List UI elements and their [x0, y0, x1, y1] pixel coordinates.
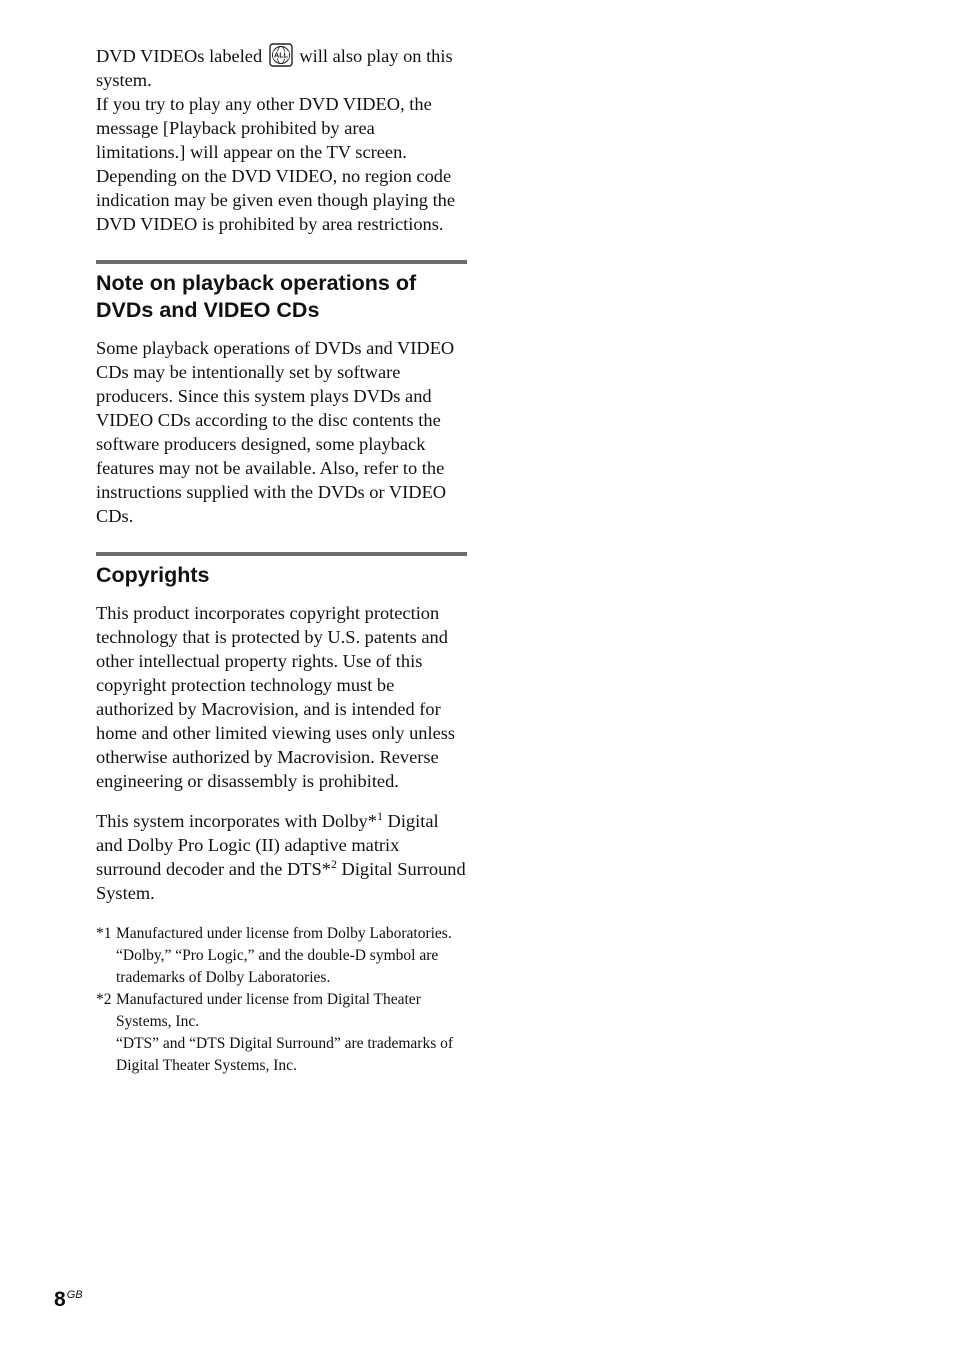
- footnote-ref-1: 1: [376, 809, 383, 823]
- footnote-line: Manufactured under license from Dolby Laboratories.: [116, 925, 452, 942]
- section-divider-copyrights: [96, 552, 467, 556]
- dts-text: Digital and Dolby Pro Logic (II) adaptive matrix surround decoder and the DTS*: [96, 811, 439, 879]
- footnote-body: [116, 989, 467, 1077]
- footnote-line: Manufactured under license from Digital Theater Systems, Inc.: [116, 991, 421, 1030]
- intro-paragraph-1: [96, 43, 467, 92]
- footnote-ref-2: 2: [330, 857, 337, 871]
- footnotes: [96, 923, 467, 1077]
- page-number: [54, 1283, 83, 1312]
- page-content-column: [96, 43, 467, 1077]
- dolby-text: This system incorporates with Dolby*: [96, 811, 377, 831]
- intro-paragraph-2: If you try to play any other DVD VIDEO, the message [Playback prohibited by area limitations.] will appear on the TV screen. Depending on the DVD VIDEO, no region code indication may be given even though playing the DVD VIDEO is prohibited by area restrictions.: [96, 94, 456, 234]
- intro-text-after-icon: will also play on this system.: [96, 46, 453, 90]
- paragraph-gap: [96, 793, 467, 809]
- page-number-value: 8: [54, 1288, 66, 1311]
- region-all-globe-icon: [269, 43, 293, 67]
- footnote-mark: *2: [96, 991, 112, 1008]
- surround-text: Digital Surround System.: [96, 859, 466, 903]
- footnote-2: [96, 989, 467, 1077]
- svg-text:ALL: ALL: [273, 50, 288, 60]
- footnote-line: “DTS” and “DTS Digital Surround” are trademarks of Digital Theater Systems, Inc.: [116, 1035, 454, 1074]
- copyrights-body-2: [96, 809, 467, 905]
- section-divider-note: [96, 260, 467, 264]
- intro-block: [96, 43, 467, 236]
- note-section-heading: Note on playback operations of DVDs and VIDEO CDs: [96, 271, 417, 322]
- copyrights-body-1: This product incorporates copyright protection technology that is protected by U.S. patents and other intellectual property rights. Use of this copyright protection technology must be authorized by Macrovision, and is intended for home and other limited viewing uses only unless otherwise authorized by Macrovision. Reverse engineering or disassembly is prohibited.: [96, 603, 456, 791]
- footnote-body: [116, 923, 467, 989]
- footnote-1: [96, 923, 467, 989]
- footnote-line: “Dolby,” “Pro Logic,” and the double-D symbol are trademarks of Dolby Laboratories.: [116, 947, 439, 986]
- footnote-mark: *1: [96, 925, 112, 942]
- note-section-body: Some playback operations of DVDs and VIDEO CDs may be intentionally set by software producers. Since this system plays DVDs and VIDEO CDs according to the disc contents the software producers designed, some playback features may not be available. Also, refer to the instructions supplied with the DVDs or VIDEO CDs.: [96, 338, 455, 526]
- intro-text-before-icon: DVD VIDEOs labeled: [96, 46, 263, 66]
- copyrights-section-heading: Copyrights: [96, 563, 210, 587]
- page-language-suffix: GB: [66, 1289, 83, 1301]
